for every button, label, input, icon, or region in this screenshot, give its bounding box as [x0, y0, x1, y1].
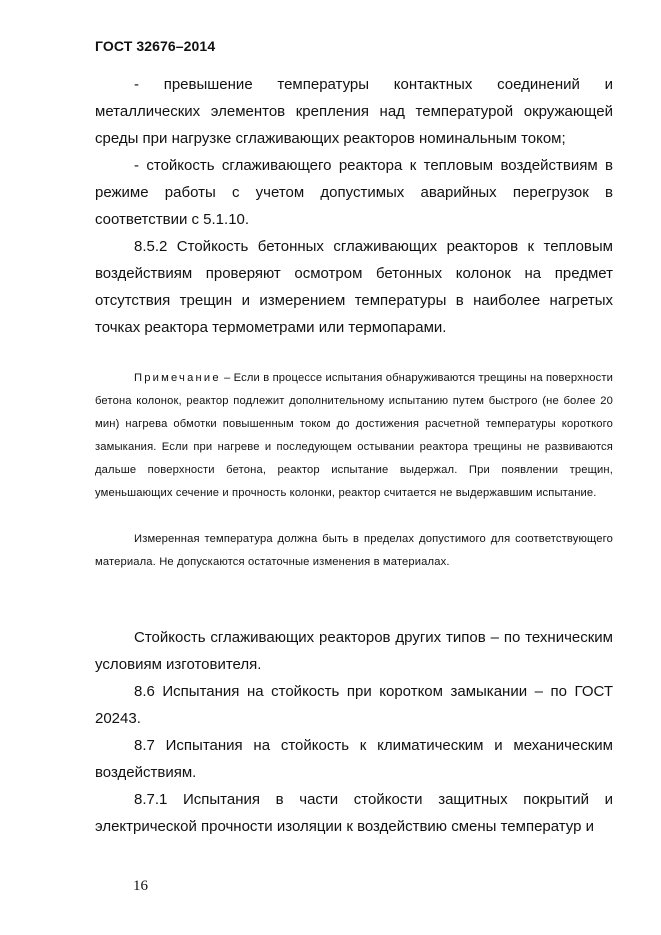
paragraph-thermal-resistance: - стойкость сглаживающего реактора к тепловым воздействиям в режиме работы с учетом допустимых аварийных перегрузок в соответствии с 5.1.10. — [95, 157, 613, 228]
note-text: – Если в процессе испытания обнаруживаются трещины на поверхности бетона колонок, реактор подлежит дополнительному испытанию путем быстрого (не более 20 мин) нагрева обмотки повышенным током до достижения расчетной температуры короткого замыкания. Если при нагреве и последующем остывании реактора трещины не развиваются дальше поверхности бетона, реактор испытание выдержал. При появлении трещин, уменьшающих сечение и прочность колонки, реактор считается не выдержавшим испытание. — [95, 372, 614, 499]
paragraph-8-7: 8.7 Испытания на стойкость к климатическим и механическим воздействиям. — [95, 737, 613, 781]
paragraph-temperature-rise: - превышение температуры контактных соединений и металлических элементов крепления над температурой окружающей среды при нагрузке сглаживающих реакторов номинальным током; — [95, 76, 613, 147]
note-block-continuation: Измеренная температура должна быть в пределах допустимого для соответствующего материала. Не допускаются остаточные изменения в материалах. — [95, 533, 613, 568]
note-label: Примечание — [134, 372, 221, 384]
page-number: 16 — [133, 878, 148, 894]
note-block — [95, 367, 613, 505]
paragraph-8-7-1: 8.7.1 Испытания в части стойкости защитных покрытий и электрической прочности изоляции к воздействию смены температур и — [95, 791, 613, 835]
paragraph-8-6: 8.6 Испытания на стойкость при коротком замыкании – по ГОСТ 20243. — [95, 683, 613, 727]
document-header: ГОСТ 32676–2014 — [95, 38, 216, 54]
paragraph-8-5-2: 8.5.2 Стойкость бетонных сглаживающих реакторов к тепловым воздействиям проверяют осмотром бетонных колонок на предмет отсутствия трещин и измерением температуры в наиболее нагретых точках реактора термометрами или термопарами. — [95, 238, 613, 336]
paragraph-other-types: Стойкость сглаживающих реакторов других типов – по техническим условиям изготовителя. — [95, 629, 613, 673]
